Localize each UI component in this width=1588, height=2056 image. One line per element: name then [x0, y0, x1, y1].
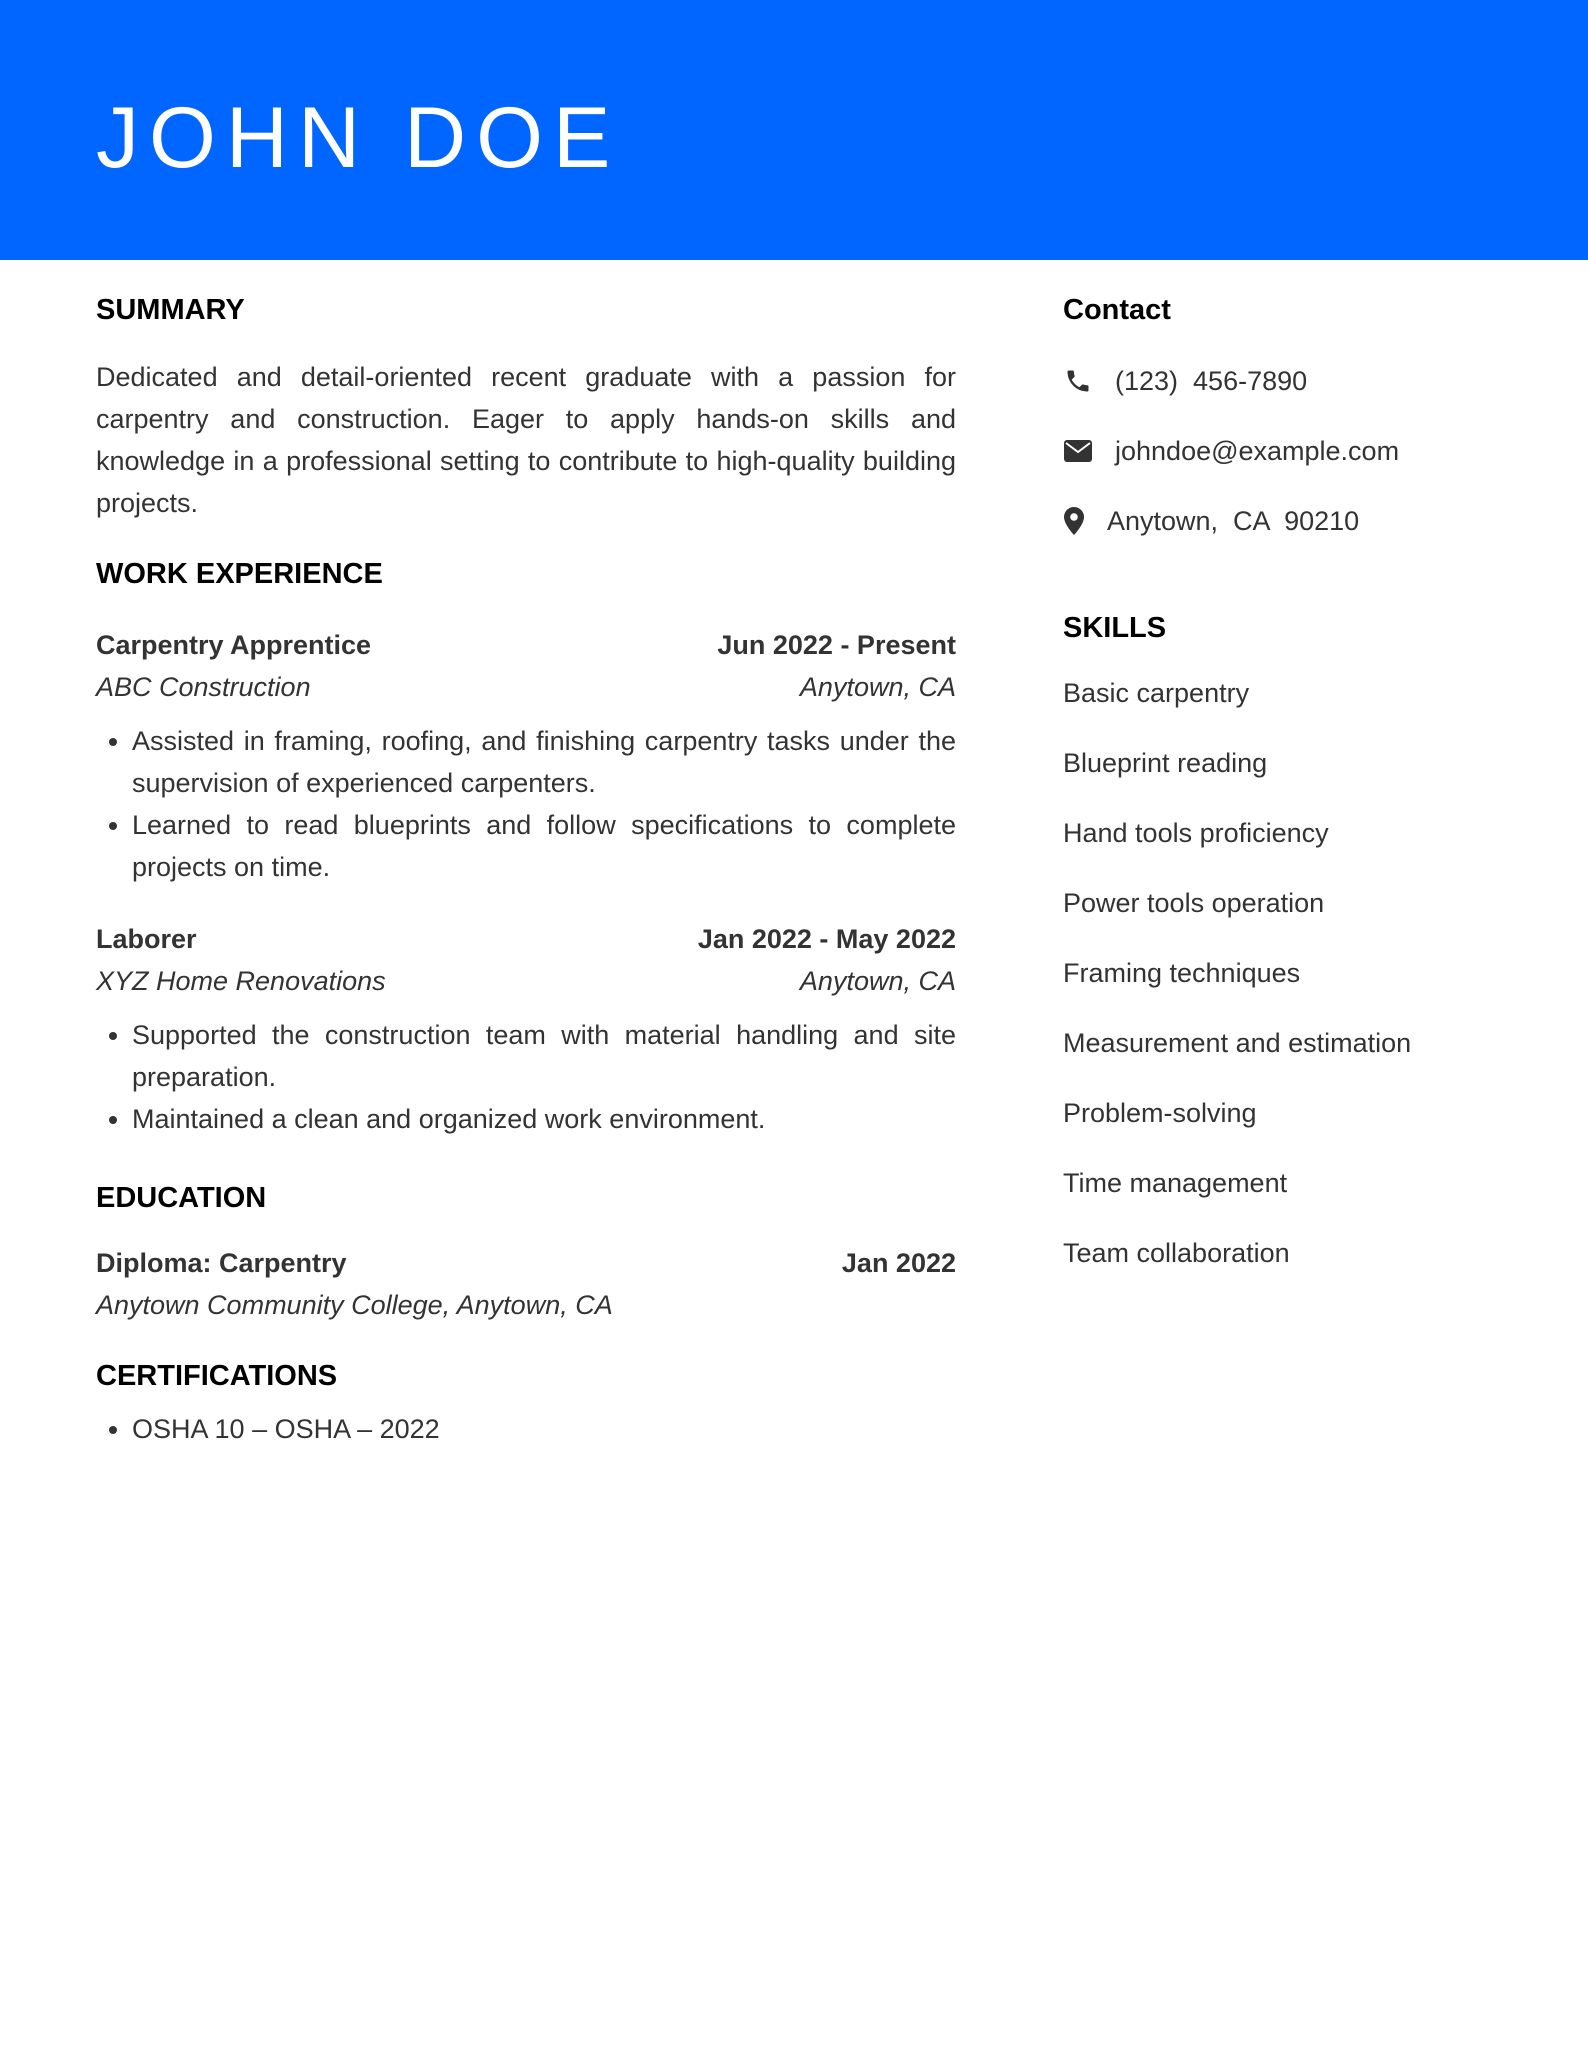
- education-degree: Diploma: Carpentry: [96, 1248, 347, 1278]
- contact-email: [1063, 430, 1523, 472]
- skill-item: Team collaboration: [1063, 1238, 1290, 1268]
- skill-item: Hand tools proficiency: [1063, 818, 1329, 848]
- job-bullet: • Assisted in framing, roofing, and finishing carpentry tasks under the supervision of experienced carpenters.: [132, 720, 956, 804]
- education-heading: EDUCATION: [96, 1182, 267, 1214]
- skill-item: Basic carpentry: [1063, 678, 1250, 708]
- phone-icon: [1063, 366, 1093, 396]
- phone-number[interactable]: (123) 456-7890: [1115, 366, 1308, 396]
- job-dates: Jan 2022 - May 2022: [697, 924, 956, 954]
- main-column: [96, 290, 956, 1450]
- skill-item: Measurement and estimation: [1063, 1028, 1412, 1058]
- skill-item: Blueprint reading: [1063, 748, 1268, 778]
- job-entry: [96, 918, 956, 1140]
- skill-item: Power tools operation: [1063, 888, 1325, 918]
- education-entry: [96, 1242, 956, 1326]
- skills-heading: SKILLS: [1063, 612, 1167, 644]
- certification-item: • OSHA 10 – OSHA – 2022: [132, 1408, 956, 1450]
- summary-heading: SUMMARY: [96, 294, 245, 326]
- candidate-name: JOHN DOE: [96, 90, 621, 186]
- job-company: ABC Construction: [96, 672, 311, 702]
- education-date: Jan 2022: [841, 1248, 956, 1278]
- job-role: Laborer: [96, 924, 197, 954]
- job-bullet: • Supported the construction team with material handling and site preparation.: [132, 1014, 956, 1098]
- contact-phone: [1063, 360, 1523, 402]
- map-pin-icon: [1063, 506, 1085, 536]
- job-bullets: [96, 1014, 956, 1140]
- skill-item: Problem-solving: [1063, 1098, 1257, 1128]
- job-dates: Jun 2022 - Present: [717, 630, 956, 660]
- education-school: Anytown Community College, Anytown, CA: [96, 1290, 613, 1320]
- skill-item: Time management: [1063, 1168, 1288, 1198]
- certifications-heading: CERTIFICATIONS: [96, 1360, 338, 1392]
- skill-list: [1063, 672, 1523, 1274]
- job-location: Anytown, CA: [799, 672, 956, 702]
- job-bullet: • Maintained a clean and organized work environment.: [132, 1098, 956, 1140]
- contact-address: [1063, 500, 1523, 542]
- skill-item: Framing techniques: [1063, 958, 1301, 988]
- job-role: Carpentry Apprentice: [96, 630, 372, 660]
- header-banner: [0, 0, 1588, 260]
- contact-list: [1063, 360, 1523, 542]
- certification-list: [96, 1408, 956, 1450]
- envelope-icon: [1063, 436, 1093, 466]
- summary-text: Dedicated and detail-oriented recent graduate with a passion for carpentry and construction. Eager to apply hands-on skills and knowledge in a professional setting to contribute to high-quality building projects.: [96, 362, 956, 518]
- work-experience-heading: WORK EXPERIENCE: [96, 558, 383, 590]
- job-bullet: • Learned to read blueprints and follow specifications to complete projects on time.: [132, 804, 956, 888]
- job-company: XYZ Home Renovations: [96, 966, 386, 996]
- address-text: Anytown, CA 90210: [1107, 506, 1360, 536]
- sidebar-column: [1063, 290, 1523, 1302]
- email-address[interactable]: johndoe@example.com: [1115, 436, 1400, 466]
- job-bullets: [96, 720, 956, 888]
- job-entry: [96, 624, 956, 888]
- job-location: Anytown, CA: [799, 966, 956, 996]
- contact-heading: Contact: [1063, 294, 1171, 326]
